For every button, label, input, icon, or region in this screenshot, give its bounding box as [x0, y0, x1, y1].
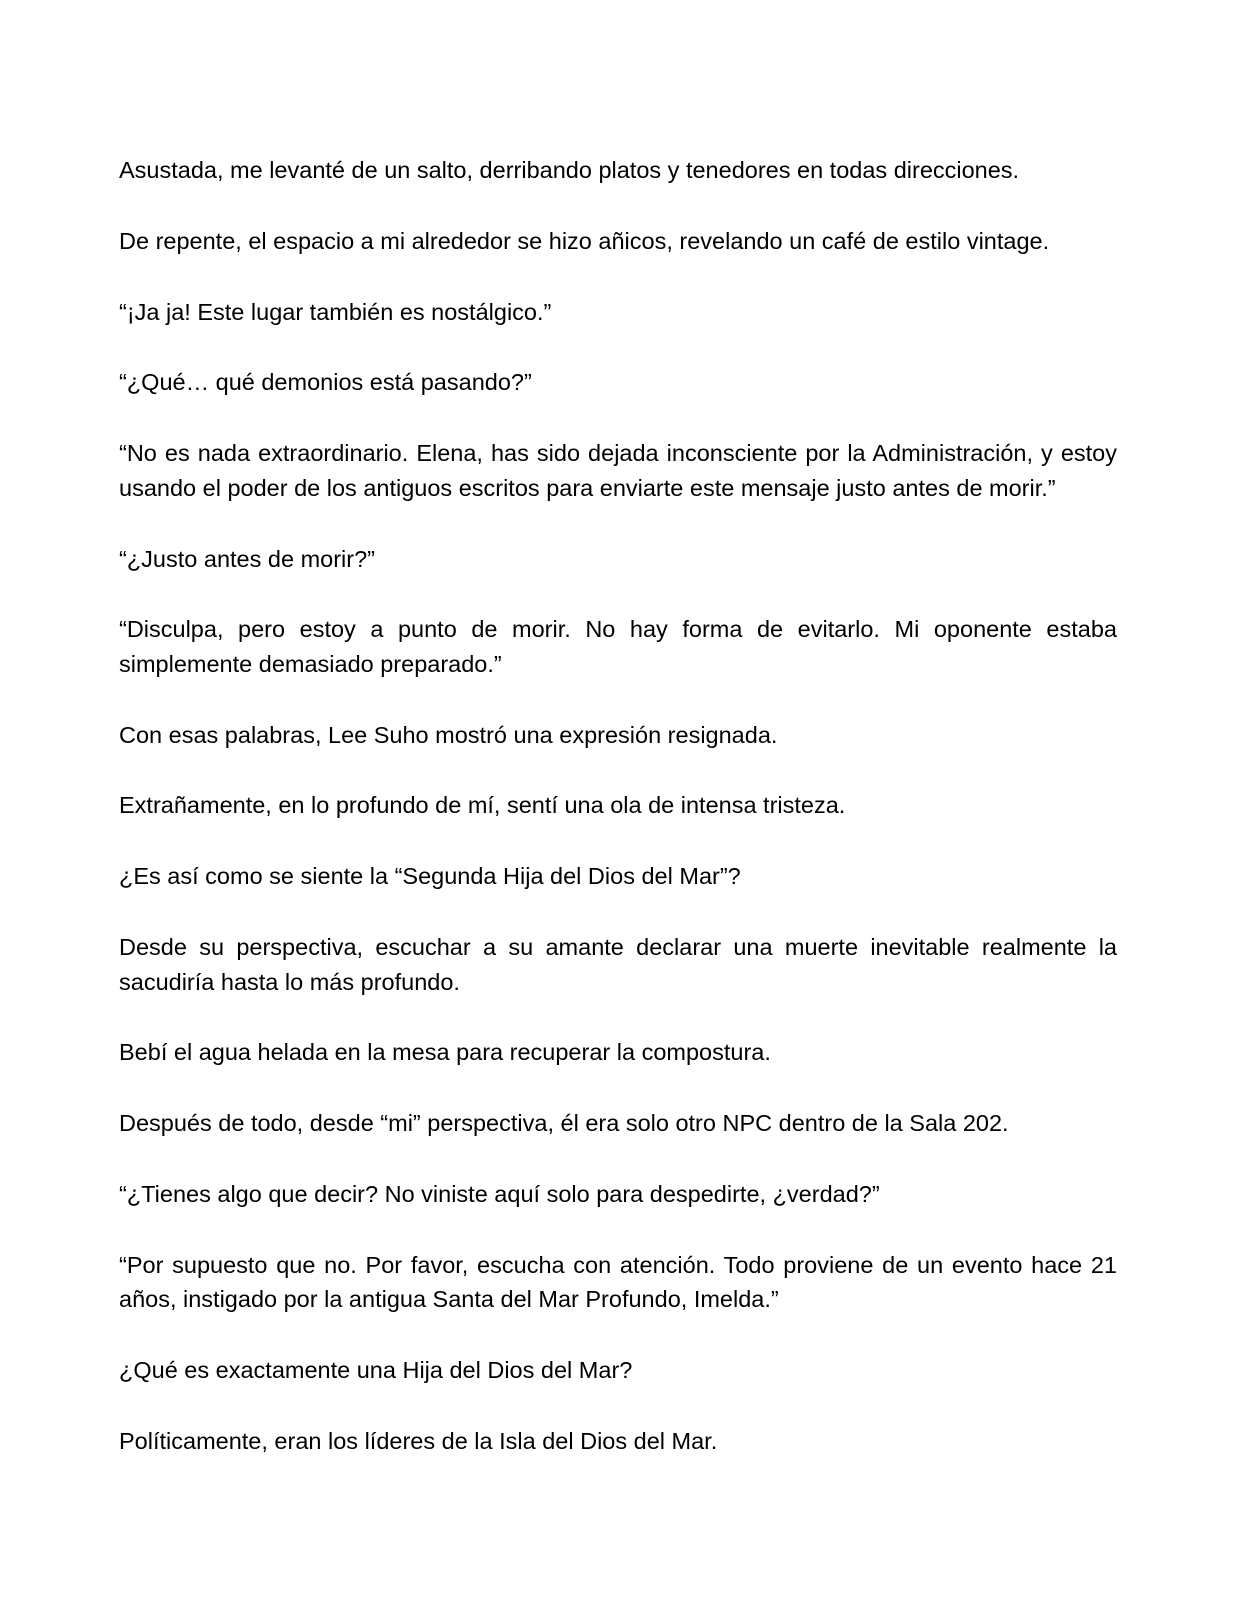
- paragraph: De repente, el espacio a mi alrededor se hizo añicos, revelando un café de estilo vintage.: [119, 227, 1050, 254]
- paragraph: Bebí el agua helada en la mesa para recuperar la compostura.: [119, 1039, 771, 1066]
- paragraph: Con esas palabras, Lee Suho mostró una expresión resignada.: [119, 721, 778, 748]
- paragraph: Extrañamente, en lo profundo de mí, sentí una ola de intensa tristeza.: [119, 792, 846, 819]
- paragraph: “Por supuesto que no. Por favor, escucha con atención. Todo proviene de un evento hace 21 años, instigado por la antigua Santa del Mar Profundo, Imelda.”: [119, 1251, 1117, 1313]
- paragraph: Asustada, me levanté de un salto, derribando platos y tenedores en todas direcciones.: [119, 157, 1020, 183]
- paragraph: “¡Ja ja! Este lugar también es nostálgico.”: [119, 298, 552, 325]
- paragraph: “Disculpa, pero estoy a punto de morir. No hay forma de evitarlo. Mi oponente estaba simplemente demasiado preparado.”: [119, 616, 1117, 677]
- paragraph: ¿Qué es exactamente una Hija del Dios del Mar?: [119, 1357, 633, 1384]
- document-body: [119, 153, 1117, 1458]
- paragraph: “No es nada extraordinario. Elena, has sido dejada inconsciente por la Administración, y estoy usando el poder de los antiguos escritos para enviarte este mensaje justo antes de morir.”: [119, 440, 1117, 501]
- paragraph: ¿Es así como se siente la “Segunda Hija del Dios del Mar”?: [119, 863, 741, 890]
- paragraph: “¿Qué… qué demonios está pasando?”: [119, 369, 532, 396]
- paragraph: “¿Tienes algo que decir? No viniste aquí solo para despedirte, ¿verdad?”: [119, 1180, 880, 1207]
- paragraph: Desde su perspectiva, escuchar a su amante declarar una muerte inevitable realmente la sacudiría hasta lo más profundo.: [119, 934, 1117, 995]
- paragraph: Políticamente, eran los líderes de la Isla del Dios del Mar.: [119, 1427, 718, 1454]
- paragraph: Después de todo, desde “mi” perspectiva, él era solo otro NPC dentro de la Sala 202.: [119, 1110, 1009, 1137]
- paragraph: “¿Justo antes de morir?”: [119, 545, 375, 572]
